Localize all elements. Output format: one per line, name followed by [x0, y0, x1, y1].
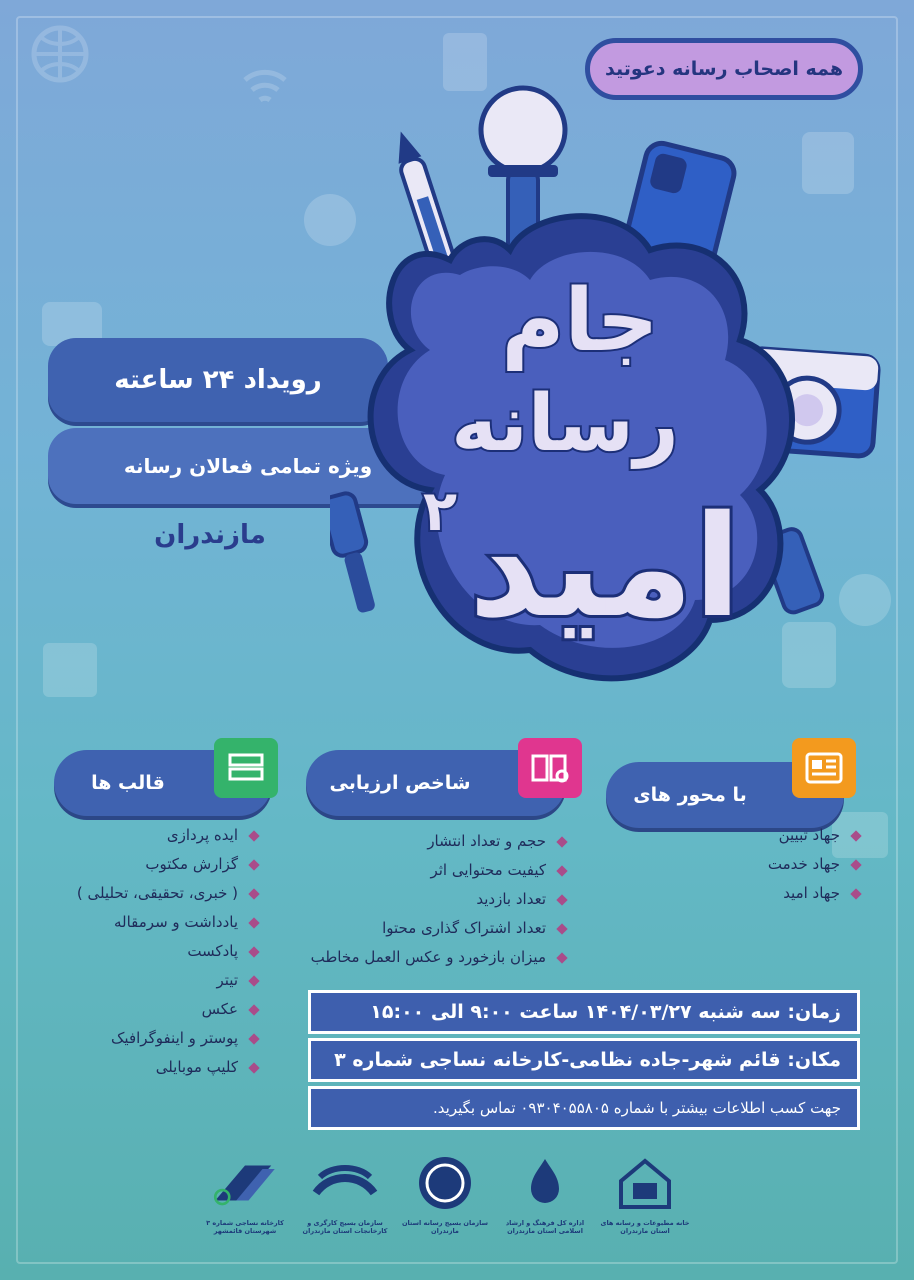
event-24h-label: رویداد ۲۴ ساعته [48, 338, 388, 422]
list-item: یادداشت و سرمقاله [77, 913, 262, 931]
formats-title: قالب ها [91, 772, 165, 794]
list-item: جهاد خدمت [768, 855, 864, 873]
list-item: جهاد امید [768, 884, 864, 902]
org-caption: سازمان بسیج کارگری و کارخانجات استان مازندران [302, 1219, 388, 1235]
axes-list [768, 826, 864, 913]
logo-word-2: رسانه [451, 379, 679, 469]
time-info: زمان: سه شنبه ۱۴۰۴/۰۳/۲۷ ساعت ۹:۰۰ الی ۱۵:۰۰ [308, 990, 860, 1034]
list-item: تیتر [77, 971, 262, 989]
list-item: پوستر و اینفوگرافیک [77, 1029, 262, 1047]
org-logo-culture [495, 1148, 595, 1236]
book-search-icon [518, 738, 582, 798]
event-audience-label: ویژه تمامی فعالان رسانه [48, 428, 448, 504]
list-item: تعداد اشتراک گذاری محتوا [311, 919, 570, 937]
list-item: جهاد تبیین [768, 826, 864, 844]
org-logo-basij-workers [295, 1148, 395, 1236]
org-caption: خانه مطبوعات و رسانه های استان مازندران [600, 1219, 690, 1235]
org-logo-factory [195, 1148, 295, 1236]
list-item: حجم و تعداد انتشار [311, 832, 570, 850]
globe-icon [30, 24, 90, 84]
region-label: مازندران [154, 520, 266, 550]
criteria-list [311, 832, 570, 977]
place-info: مکان: قائم شهر-جاده نظامی-کارخانه نساجی شماره ۳ [308, 1038, 860, 1082]
list-item: میزان بازخورد و عکس العمل مخاطب [311, 948, 570, 966]
list-item: ( خبری، تحقیقی، تحلیلی ) [77, 884, 262, 902]
list-item: کلیپ موبایلی [77, 1058, 262, 1076]
logo-number: ۲ [422, 479, 458, 544]
org-caption: سازمان بسیج رسانه استان مازندران [402, 1219, 488, 1235]
layout-icon [214, 738, 278, 798]
list-item: تعداد بازدید [311, 890, 570, 908]
list-item: پادکست [77, 942, 262, 960]
handheld-mic-icon [330, 491, 384, 616]
newspaper-icon [792, 738, 856, 798]
formats-list [77, 826, 262, 1087]
criteria-title: شاخص ارزیابی [329, 772, 471, 794]
logo-word-3: امید [468, 486, 742, 649]
list-item: کیفیت محتوایی اثر [311, 861, 570, 879]
invite-banner: همه اصحاب رسانه دعوتید [585, 38, 863, 100]
list-item: ایده پردازی [77, 826, 262, 844]
logo-word-1: جام [501, 271, 659, 371]
axes-title: با محور های [633, 784, 747, 806]
contact-info: جهت کسب اطلاعات بیشتر با شماره ۰۹۳۰۴۰۵۵۸۰۵ تماس بگیرید. [308, 1086, 860, 1130]
document-icon [40, 640, 100, 700]
cup-logo [330, 60, 890, 710]
org-caption: اداره کل فرهنگ و ارشاد اسلامی استان مازندران [505, 1219, 585, 1235]
org-logo-press-house [595, 1148, 695, 1236]
wifi-icon [240, 60, 290, 110]
list-item: عکس [77, 1000, 262, 1018]
org-logo-basij-media [395, 1148, 495, 1236]
list-item: گزارش مکتوب [77, 855, 262, 873]
org-caption: کارخانه نساجی شماره ۳ شهرستان قائمشهر [206, 1219, 284, 1235]
